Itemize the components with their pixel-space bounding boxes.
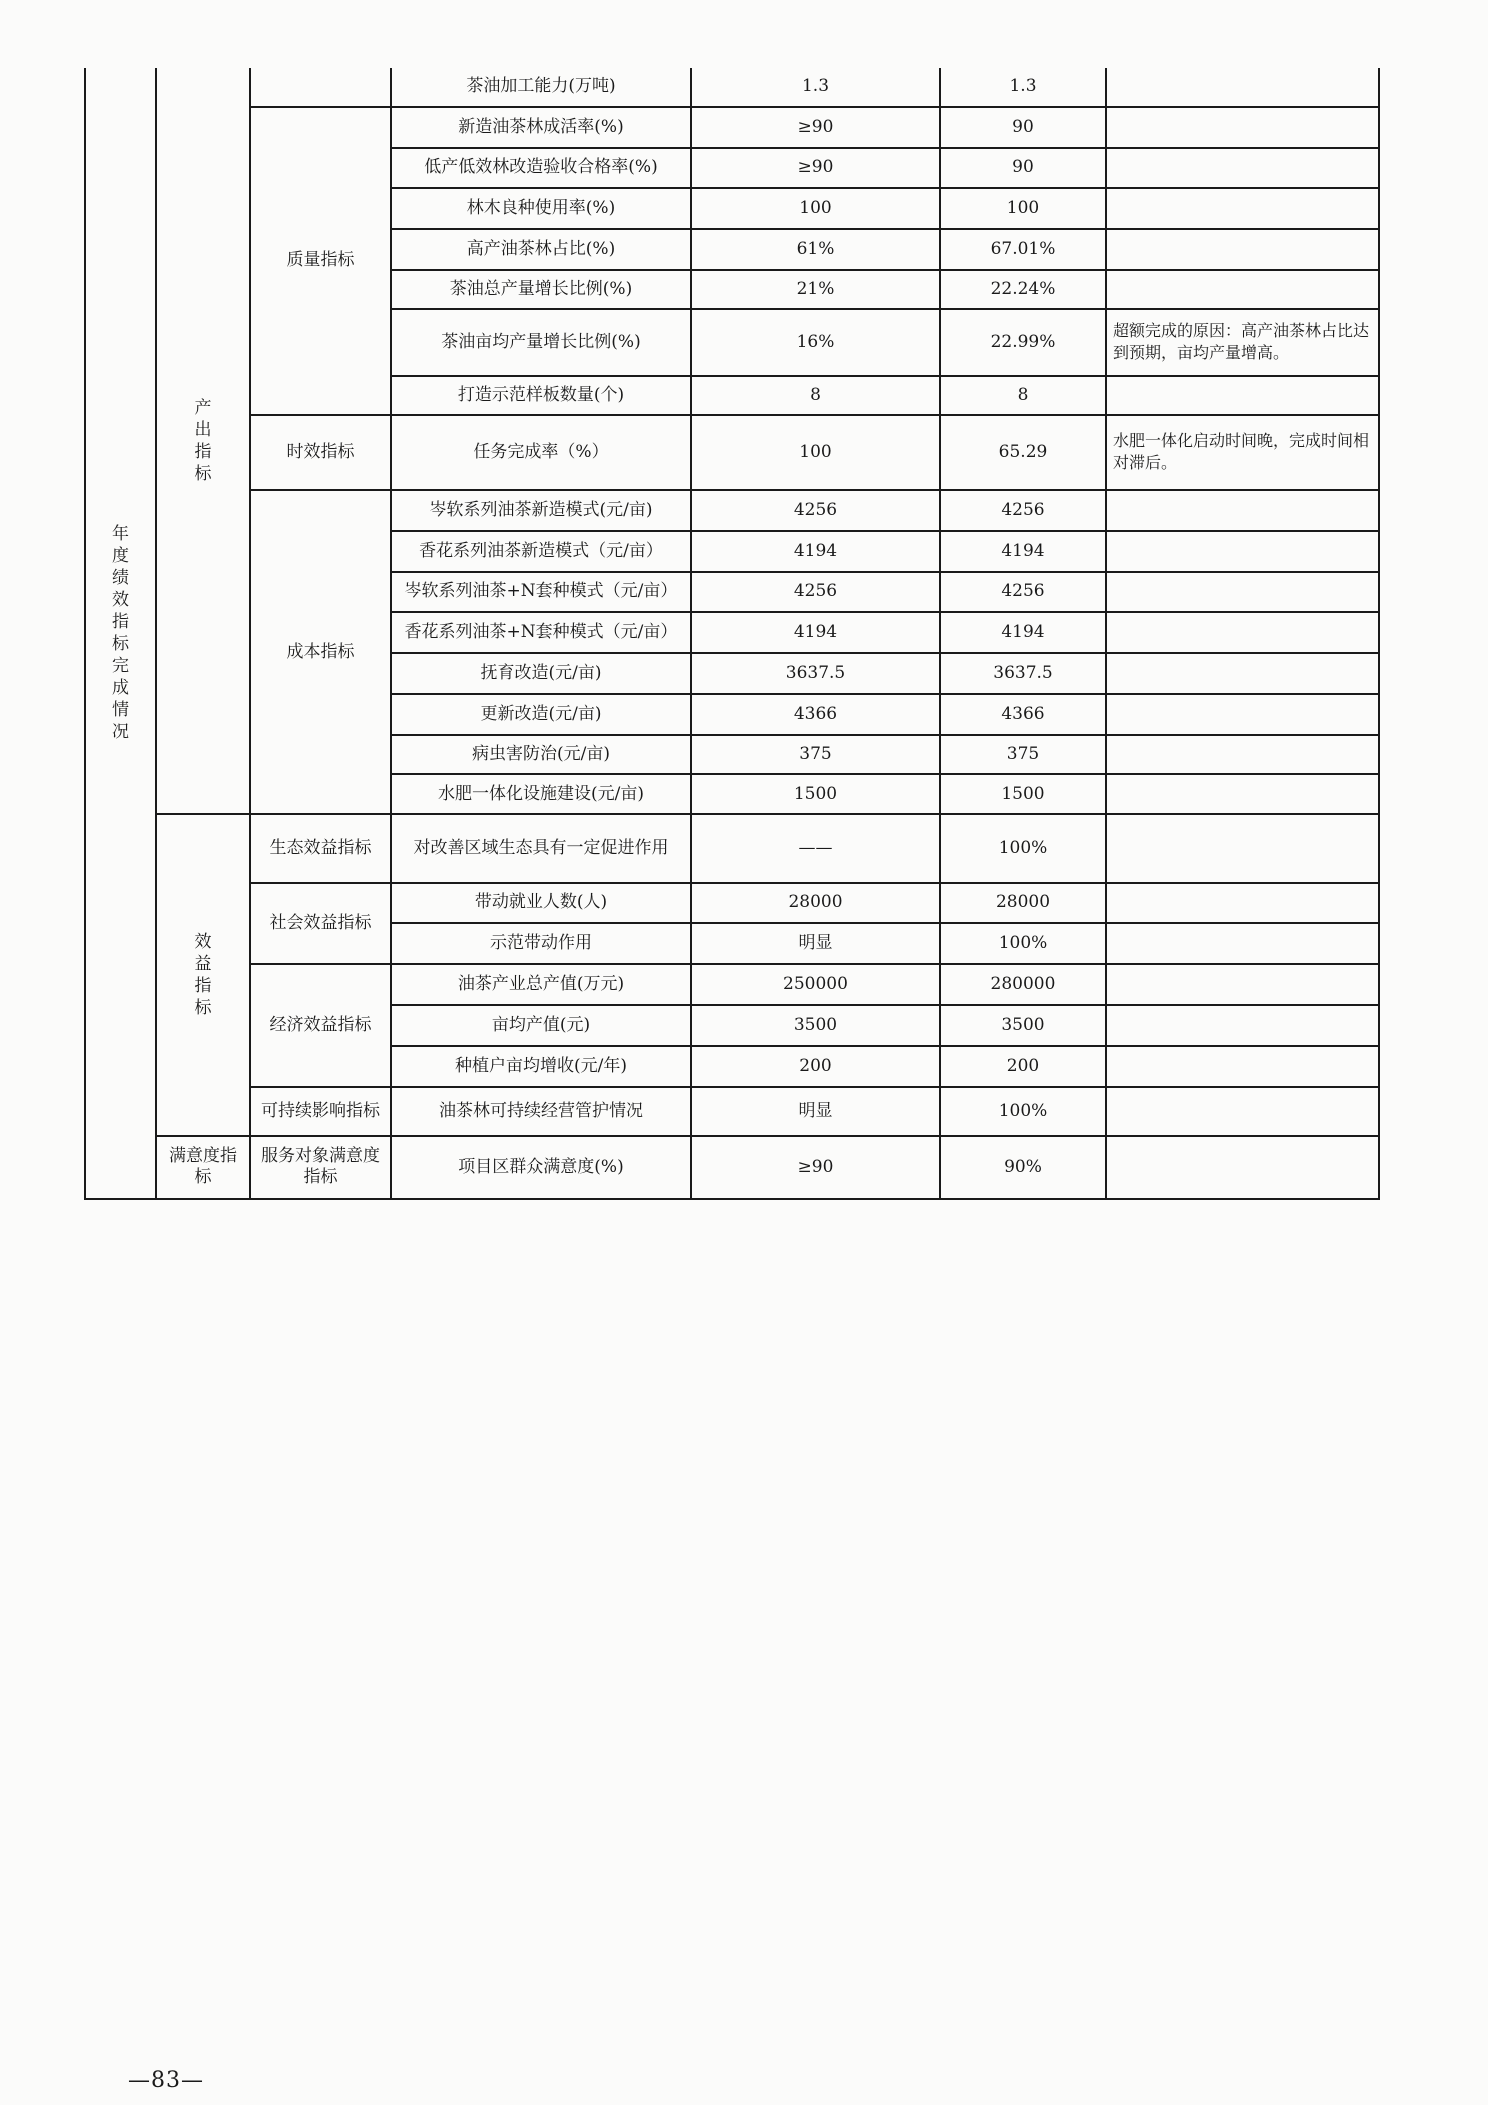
group-benefit-label <box>156 814 250 1135</box>
category-economic: 经济效益指标 <box>250 964 391 1086</box>
indicator-cell: 带动就业人数(人) <box>391 883 691 924</box>
category-timeliness: 时效指标 <box>250 415 391 490</box>
target-cell: 3500 <box>691 1005 940 1046</box>
table-body <box>85 68 1379 1199</box>
group-output-label <box>156 68 250 814</box>
target-cell: 61% <box>691 229 940 270</box>
indicator-cell: 新造油茶林成活率(%) <box>391 107 691 148</box>
group-output-label-text: 产出指标 <box>194 397 212 484</box>
actual-cell: 4194 <box>940 612 1106 653</box>
target-cell: 16% <box>691 309 940 376</box>
indicator-cell: 对改善区域生态具有一定促进作用 <box>391 814 691 882</box>
indicator-cell: 茶油总产量增长比例(%) <box>391 270 691 309</box>
note-cell <box>1106 735 1379 774</box>
group-benefit-label-text: 效益指标 <box>194 932 212 1019</box>
target-cell: —— <box>691 814 940 882</box>
note-cell: 水肥一体化启动时间晚，完成时间相对滞后。 <box>1106 415 1379 490</box>
target-cell: 明显 <box>691 1087 940 1136</box>
target-cell: ≥90 <box>691 107 940 148</box>
actual-cell: 100% <box>940 923 1106 964</box>
category-social: 社会效益指标 <box>250 883 391 965</box>
note-cell <box>1106 148 1379 189</box>
note-cell <box>1106 490 1379 531</box>
note-cell <box>1106 229 1379 270</box>
note-cell <box>1106 376 1379 415</box>
indicator-cell: 茶油加工能力(万吨) <box>391 68 691 107</box>
indicator-cell: 亩均产值(元) <box>391 1005 691 1046</box>
note-cell <box>1106 612 1379 653</box>
actual-cell: 90% <box>940 1136 1106 1199</box>
note-cell <box>1106 774 1379 815</box>
indicator-cell: 抚育改造(元/亩) <box>391 653 691 694</box>
table-row <box>85 1136 1379 1199</box>
target-cell: 3637.5 <box>691 653 940 694</box>
note-cell <box>1106 964 1379 1005</box>
target-cell: 4366 <box>691 694 940 735</box>
table-row <box>85 964 1379 1005</box>
performance-indicator-table <box>84 68 1380 1200</box>
actual-cell: 90 <box>940 148 1106 189</box>
target-cell: 4256 <box>691 572 940 613</box>
indicator-cell: 油茶产业总产值(万元) <box>391 964 691 1005</box>
note-cell <box>1106 883 1379 924</box>
note-cell <box>1106 1136 1379 1199</box>
indicator-cell: 任务完成率（%） <box>391 415 691 490</box>
actual-cell: 3500 <box>940 1005 1106 1046</box>
note-cell <box>1106 923 1379 964</box>
table-row <box>85 1087 1379 1136</box>
category-blank <box>250 68 391 107</box>
actual-cell: 100% <box>940 814 1106 882</box>
indicator-cell: 种植户亩均增收(元/年) <box>391 1046 691 1087</box>
note-cell <box>1106 107 1379 148</box>
actual-cell: 4256 <box>940 490 1106 531</box>
group-satisfaction-label: 满意度指标 <box>156 1136 250 1199</box>
actual-cell: 90 <box>940 107 1106 148</box>
note-cell <box>1106 1046 1379 1087</box>
target-cell: 4256 <box>691 490 940 531</box>
table-row <box>85 814 1379 882</box>
target-cell: 250000 <box>691 964 940 1005</box>
indicator-cell: 水肥一体化设施建设(元/亩) <box>391 774 691 815</box>
indicator-cell: 油茶林可持续经营管护情况 <box>391 1087 691 1136</box>
table-row <box>85 68 1379 107</box>
actual-cell: 1500 <box>940 774 1106 815</box>
target-cell: 4194 <box>691 612 940 653</box>
actual-cell: 22.24% <box>940 270 1106 309</box>
indicator-cell: 项目区群众满意度(%) <box>391 1136 691 1199</box>
note-cell <box>1106 531 1379 572</box>
category-sustainable: 可持续影响指标 <box>250 1087 391 1136</box>
note-cell: 超额完成的原因：高产油茶林占比达到预期，亩均产量增高。 <box>1106 309 1379 376</box>
target-cell: 375 <box>691 735 940 774</box>
table-row <box>85 883 1379 924</box>
indicator-cell: 示范带动作用 <box>391 923 691 964</box>
indicator-cell: 岑软系列油茶+N套种模式（元/亩） <box>391 572 691 613</box>
indicator-cell: 低产低效林改造验收合格率(%) <box>391 148 691 189</box>
target-cell: 1.3 <box>691 68 940 107</box>
indicator-cell: 茶油亩均产量增长比例(%) <box>391 309 691 376</box>
actual-cell: 65.29 <box>940 415 1106 490</box>
target-cell: ≥90 <box>691 148 940 189</box>
note-cell <box>1106 814 1379 882</box>
table-row <box>85 490 1379 531</box>
target-cell: 8 <box>691 376 940 415</box>
actual-cell: 28000 <box>940 883 1106 924</box>
actual-cell: 1.3 <box>940 68 1106 107</box>
target-cell: ≥90 <box>691 1136 940 1199</box>
actual-cell: 4194 <box>940 531 1106 572</box>
table-row <box>85 107 1379 148</box>
note-cell <box>1106 694 1379 735</box>
note-cell <box>1106 1005 1379 1046</box>
actual-cell: 200 <box>940 1046 1106 1087</box>
target-cell: 100 <box>691 415 940 490</box>
actual-cell: 3637.5 <box>940 653 1106 694</box>
category-quality: 质量指标 <box>250 107 391 415</box>
category-cost: 成本指标 <box>250 490 391 815</box>
note-cell <box>1106 68 1379 107</box>
target-cell: 1500 <box>691 774 940 815</box>
table-row <box>85 415 1379 490</box>
target-cell: 明显 <box>691 923 940 964</box>
actual-cell: 100 <box>940 188 1106 229</box>
note-cell <box>1106 188 1379 229</box>
note-cell <box>1106 1087 1379 1136</box>
indicator-cell: 更新改造(元/亩) <box>391 694 691 735</box>
indicator-cell: 打造示范样板数量(个) <box>391 376 691 415</box>
indicator-cell: 高产油茶林占比(%) <box>391 229 691 270</box>
target-cell: 100 <box>691 188 940 229</box>
indicator-cell: 岑软系列油茶新造模式(元/亩) <box>391 490 691 531</box>
actual-cell: 67.01% <box>940 229 1106 270</box>
actual-cell: 8 <box>940 376 1106 415</box>
indicator-cell: 病虫害防治(元/亩) <box>391 735 691 774</box>
indicator-cell: 林木良种使用率(%) <box>391 188 691 229</box>
note-cell <box>1106 653 1379 694</box>
actual-cell: 375 <box>940 735 1106 774</box>
category-service: 服务对象满意度指标 <box>250 1136 391 1199</box>
level1-label-text: 年度绩效指标完成情况 <box>112 524 129 742</box>
actual-cell: 22.99% <box>940 309 1106 376</box>
actual-cell: 4256 <box>940 572 1106 613</box>
target-cell: 4194 <box>691 531 940 572</box>
actual-cell: 4366 <box>940 694 1106 735</box>
target-cell: 200 <box>691 1046 940 1087</box>
actual-cell: 100% <box>940 1087 1106 1136</box>
target-cell: 21% <box>691 270 940 309</box>
indicator-cell: 香花系列油茶+N套种模式（元/亩） <box>391 612 691 653</box>
indicator-cell: 香花系列油茶新造模式（元/亩） <box>391 531 691 572</box>
note-cell <box>1106 270 1379 309</box>
page-number: —83— <box>128 2068 204 2093</box>
target-cell: 28000 <box>691 883 940 924</box>
level1-label <box>85 68 156 1199</box>
category-ecological: 生态效益指标 <box>250 814 391 882</box>
actual-cell: 280000 <box>940 964 1106 1005</box>
note-cell <box>1106 572 1379 613</box>
